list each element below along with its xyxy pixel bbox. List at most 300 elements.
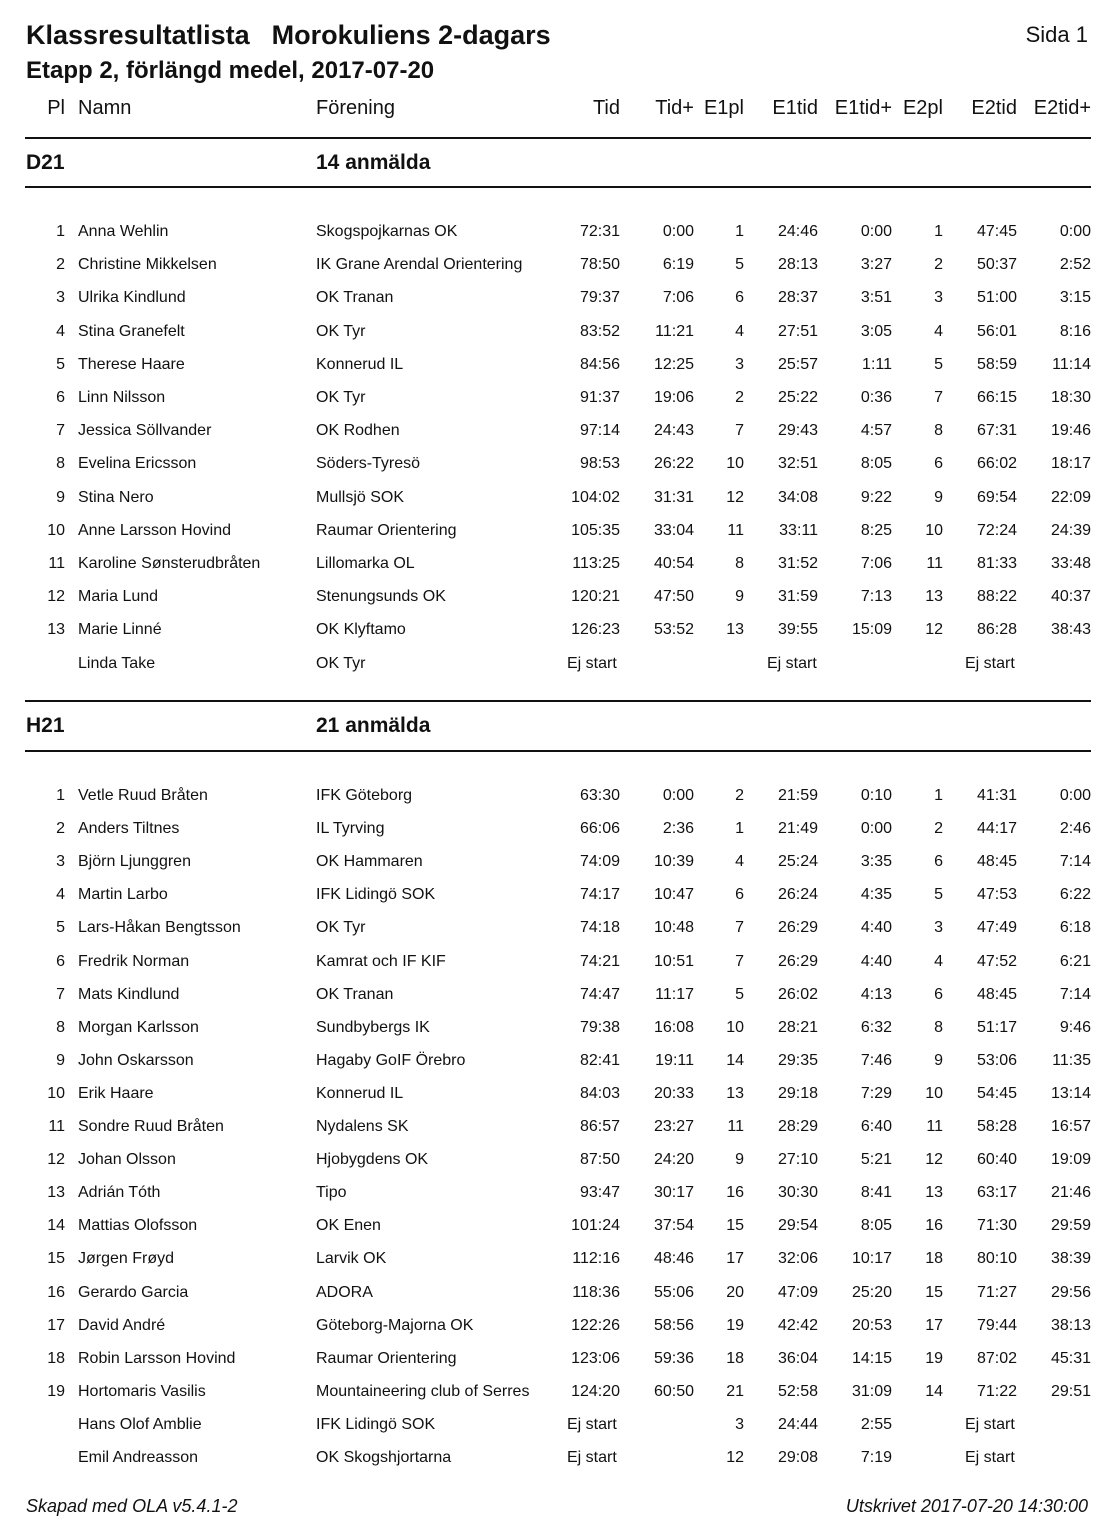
cell-e1tid-plus: 4:40 (860, 919, 892, 937)
cell-e2tid: 69:54 (976, 488, 1017, 506)
col-forening: Förening (316, 97, 395, 119)
cell-place: 9 (56, 488, 65, 506)
cell-e2tid-plus: 19:09 (1050, 1151, 1091, 1169)
cell-e1tid: 27:10 (777, 1151, 818, 1169)
cell-name: Hortomaris Vasilis (78, 1382, 206, 1400)
cell-place: 14 (47, 1217, 65, 1235)
cell-tid-plus: 26:22 (653, 455, 694, 473)
cell-tid-plus: 19:11 (655, 1051, 694, 1069)
cell-tid-plus: 10:51 (653, 952, 694, 970)
cell-e1tid-plus: 3:51 (860, 289, 892, 307)
col-e1pl: E1pl (703, 97, 744, 119)
cell-e1tid: 21:49 (777, 820, 818, 838)
cell-place: 3 (56, 289, 65, 307)
cell-e1tid: 21:59 (777, 787, 818, 804)
cell-e2pl: 6 (934, 985, 943, 1003)
table-row (0, 516, 1120, 546)
cell-tid: 74:21 (579, 952, 620, 970)
cell-tid-plus: 6:19 (662, 256, 694, 274)
cell-e1pl: 15 (726, 1217, 744, 1235)
cell-club: Larvik OK (316, 1250, 387, 1268)
cell-e1pl: 2 (735, 787, 744, 804)
cell-name: David André (78, 1316, 166, 1334)
cell-e1tid: 42:42 (777, 1316, 818, 1334)
cell-e2tid-plus: 13:14 (1050, 1084, 1091, 1102)
cell-e1pl: 3 (735, 355, 744, 373)
cell-e1tid: 30:30 (777, 1184, 818, 1202)
cell-place: 18 (47, 1349, 65, 1367)
cell-e1tid-plus: 0:00 (860, 223, 892, 240)
cell-e2tid: 67:31 (976, 422, 1017, 440)
cell-e2tid: 66:02 (976, 455, 1017, 473)
cell-tid: 126:23 (571, 621, 620, 639)
cell-club: IL Tyrving (316, 820, 385, 838)
cell-e2tid: 50:37 (976, 256, 1017, 274)
cell-e2pl: 3 (934, 289, 943, 307)
cell-name: Robin Larsson Hovind (78, 1349, 236, 1367)
cell-tid-plus: 60:50 (653, 1382, 694, 1400)
cell-e1tid-plus: 8:05 (860, 455, 892, 473)
table-row (0, 549, 1120, 579)
cell-place: 7 (56, 985, 65, 1003)
cell-tid-plus: 19:06 (653, 389, 694, 406)
cell-e1tid-plus: 5:21 (860, 1151, 892, 1169)
cell-e2tid: 71:22 (976, 1382, 1017, 1400)
cell-e2pl: 19 (925, 1349, 943, 1367)
cell-e1pl: 1 (735, 223, 744, 240)
cell-name: Stina Nero (78, 488, 154, 506)
cell-e2tid-plus: 2:52 (1059, 256, 1091, 274)
cell-e1pl: 10 (726, 455, 744, 473)
cell-e2tid: 58:28 (976, 1118, 1017, 1135)
cell-e1tid: 34:08 (777, 488, 818, 506)
cell-e2pl: 1 (934, 787, 943, 804)
cell-e1tid-plus: 0:10 (860, 787, 892, 804)
cell-club: OK Hammaren (316, 853, 423, 871)
table-row (0, 283, 1120, 313)
class-registered: 14 anmälda (316, 151, 431, 174)
cell-name: Johan Olsson (78, 1151, 176, 1169)
cell-e2tid: 63:17 (976, 1184, 1017, 1202)
table-row (0, 1112, 1120, 1142)
cell-e2tid: 58:59 (976, 355, 1017, 373)
cell-club: Lillomarka OL (316, 555, 415, 572)
cell-tid: 87:50 (579, 1151, 620, 1169)
cell-club: Nydalens SK (316, 1118, 409, 1135)
cell-e1pl: 11 (727, 1118, 744, 1135)
cell-e1tid: 31:52 (777, 555, 818, 572)
cell-name: Evelina Ericsson (78, 455, 197, 473)
cell-e1tid: 52:58 (777, 1382, 818, 1400)
cell-e1pl: 14 (726, 1051, 744, 1069)
cell-tid-plus: 10:48 (653, 919, 694, 937)
col-e2tid-plus: E2tid+ (1033, 97, 1091, 119)
cell-tid: 72:31 (579, 223, 620, 240)
cell-e2tid-plus: 18:30 (1050, 389, 1091, 406)
cell-club: OK Enen (316, 1217, 381, 1235)
cell-club: IFK Lidingö SOK (316, 1415, 436, 1433)
cell-e2tid: 47:53 (976, 886, 1017, 904)
cell-e1pl: 5 (735, 256, 744, 274)
cell-e2tid-plus: 6:18 (1059, 919, 1091, 937)
cell-name: Morgan Karlsson (78, 1018, 199, 1036)
cell-e1tid: 31:59 (777, 588, 818, 606)
cell-place: 19 (47, 1382, 65, 1400)
cell-name: Emil Andreasson (78, 1449, 199, 1466)
cell-tid-plus: 37:54 (653, 1217, 694, 1235)
cell-tid: 113:25 (572, 555, 620, 572)
cell-e1tid: 27:51 (777, 322, 818, 340)
cell-name: Therese Haare (78, 355, 185, 373)
cell-e2pl: 2 (934, 820, 943, 838)
cell-tid-plus: 30:17 (653, 1184, 694, 1202)
cell-name: Erik Haare (78, 1084, 154, 1102)
cell-name: Sondre Ruud Bråten (78, 1118, 224, 1135)
table-row (0, 1410, 1120, 1440)
cell-e1pl: 9 (735, 588, 744, 606)
cell-tid-plus: 33:04 (653, 521, 694, 539)
cell-e1pl: 7 (735, 952, 744, 970)
cell-tid-plus: 16:08 (653, 1018, 694, 1036)
cell-club: Mountaineering club of Serres (316, 1382, 530, 1400)
cell-name: Björn Ljunggren (78, 853, 191, 871)
cell-e2tid-plus: 16:57 (1050, 1118, 1091, 1135)
cell-club: Sundbybergs IK (316, 1018, 430, 1036)
table-row (0, 781, 1120, 811)
table-row (0, 582, 1120, 612)
col-tid: Tid (592, 97, 620, 119)
cell-e2pl: 8 (934, 422, 943, 440)
cell-tid: 74:09 (579, 853, 620, 871)
cell-place: 15 (47, 1250, 65, 1268)
cell-e1pl: 16 (726, 1184, 744, 1202)
cell-tid: 74:18 (579, 919, 620, 937)
cell-tid-plus: 2:36 (662, 820, 694, 838)
cell-club: OK Tyr (316, 654, 366, 672)
cell-e1tid-plus: 7:19 (860, 1449, 892, 1466)
table-row (0, 1443, 1120, 1473)
cell-place: 5 (56, 355, 65, 373)
cell-e1pl: 11 (727, 521, 744, 539)
cell-e1pl: 20 (726, 1283, 744, 1301)
cell-e1tid: 32:51 (777, 455, 818, 473)
cell-e2pl: 16 (925, 1217, 943, 1235)
cell-e1pl: 10 (726, 1018, 744, 1036)
cell-e2tid-plus: 38:13 (1050, 1316, 1091, 1334)
cell-tid-plus: 53:52 (653, 621, 694, 639)
cell-e2pl: 1 (934, 223, 943, 240)
cell-e2pl: 18 (925, 1250, 943, 1268)
cell-e2tid: Ej start (965, 1415, 1015, 1433)
cell-tid: 78:50 (579, 256, 620, 274)
cell-club: IFK Göteborg (316, 787, 413, 804)
cell-e2tid-plus: 11:35 (1052, 1051, 1091, 1069)
cell-e2tid: 48:45 (976, 853, 1017, 871)
cell-place: 12 (47, 1151, 65, 1169)
cell-tid-plus: 47:50 (653, 588, 694, 606)
cell-e1pl: 8 (735, 555, 744, 572)
title-text: Klassresultatlista (26, 20, 250, 50)
cell-e2tid-plus: 29:59 (1050, 1217, 1091, 1235)
cell-tid: 98:53 (579, 455, 620, 473)
cell-e1tid: 26:02 (777, 985, 818, 1003)
table-row (0, 383, 1120, 413)
cell-tid-plus: 12:25 (653, 355, 694, 373)
cell-e1pl: 13 (726, 621, 744, 639)
cell-e2tid: 47:52 (976, 952, 1017, 970)
cell-tid: 79:37 (579, 289, 620, 307)
table-row (0, 1278, 1120, 1308)
table-row (0, 615, 1120, 645)
cell-e1pl: 13 (726, 1084, 744, 1102)
cell-e1tid-plus: 2:55 (860, 1415, 892, 1433)
cell-e2tid-plus: 3:15 (1059, 289, 1091, 307)
cell-tid-plus: 24:43 (653, 422, 694, 440)
cell-club: Konnerud IL (316, 355, 404, 373)
cell-e2tid: 81:33 (976, 555, 1017, 572)
cell-e2tid-plus: 2:46 (1059, 820, 1091, 838)
cell-e2tid: 87:02 (976, 1349, 1017, 1367)
cell-tid: 93:47 (579, 1184, 620, 1202)
cell-e1tid: 28:29 (777, 1118, 818, 1135)
cell-e2tid-plus: 21:46 (1050, 1184, 1091, 1202)
cell-tid: 74:17 (579, 886, 620, 904)
table-row (0, 980, 1120, 1010)
cell-e2tid-plus: 6:22 (1059, 886, 1091, 904)
cell-e2tid: 71:27 (976, 1283, 1017, 1301)
cell-e1tid-plus: 6:40 (860, 1118, 892, 1135)
cell-name: Vetle Ruud Bråten (78, 787, 208, 804)
cell-tid-plus: 11:21 (655, 322, 694, 340)
cell-e1pl: 6 (735, 886, 744, 904)
cell-e1tid-plus: 8:41 (860, 1184, 892, 1202)
cell-e2pl: 9 (934, 488, 943, 506)
cell-tid: 112:16 (572, 1250, 620, 1268)
cell-tid: 120:21 (571, 588, 620, 606)
cell-name: Maria Lund (78, 588, 159, 606)
cell-e2pl: 15 (925, 1283, 943, 1301)
cell-name: Anne Larsson Hovind (78, 521, 231, 539)
cell-place: 2 (56, 256, 65, 274)
col-e2tid: E2tid (971, 97, 1017, 119)
cell-e2tid: 79:44 (976, 1316, 1017, 1334)
cell-e1tid: 25:24 (777, 853, 818, 871)
cell-e1tid: 29:18 (777, 1084, 818, 1102)
cell-place: 6 (56, 389, 65, 406)
cell-club: ADORA (316, 1283, 373, 1301)
cell-place: 10 (47, 1084, 65, 1102)
cell-club: OK Tranan (316, 985, 394, 1003)
cell-e1tid: 39:55 (777, 621, 818, 639)
cell-e2pl: 6 (934, 455, 943, 473)
cell-e2tid-plus: 38:43 (1050, 621, 1091, 639)
cell-tid-plus: 55:06 (653, 1283, 694, 1301)
cell-e1tid-plus: 0:36 (860, 389, 892, 406)
cell-tid-plus: 23:27 (653, 1118, 694, 1135)
cell-tid: 84:03 (579, 1084, 620, 1102)
cell-tid-plus: 31:31 (653, 488, 694, 506)
cell-e2tid-plus: 8:16 (1059, 322, 1091, 340)
cell-club: Konnerud IL (316, 1084, 404, 1102)
cell-place: 6 (56, 952, 65, 970)
cell-e1tid: 24:44 (777, 1415, 818, 1433)
cell-tid: 84:56 (579, 355, 620, 373)
cell-tid: 66:06 (579, 820, 620, 838)
cell-club: OK Tyr (316, 389, 366, 406)
cell-e2tid: 51:17 (976, 1018, 1017, 1036)
cell-e2tid: 80:10 (976, 1250, 1017, 1268)
cell-e2tid-plus: 18:17 (1050, 455, 1091, 473)
cell-e2tid-plus: 0:00 (1059, 223, 1091, 240)
table-row (0, 913, 1120, 943)
cell-e1tid-plus: 4:40 (860, 952, 892, 970)
cell-e2tid: 66:15 (976, 389, 1017, 406)
table-row (0, 317, 1120, 347)
cell-tid-plus: 40:54 (653, 555, 694, 572)
cell-e1pl: 12 (726, 1449, 744, 1466)
cell-club: OK Skogshjortarna (316, 1449, 452, 1466)
table-row (0, 814, 1120, 844)
cell-e1tid: 33:11 (779, 521, 818, 539)
class-divider (25, 700, 1091, 702)
cell-e2pl: 17 (925, 1316, 943, 1334)
table-row (0, 880, 1120, 910)
cell-e1pl: 6 (735, 289, 744, 307)
cell-name: Ulrika Kindlund (78, 289, 186, 307)
cell-e1tid-plus: 10:17 (851, 1250, 892, 1268)
cell-e2tid-plus: 29:56 (1050, 1283, 1091, 1301)
cell-club: Skogspojkarnas OK (316, 223, 458, 240)
cell-e1tid-plus: 31:09 (851, 1382, 892, 1400)
cell-place: 11 (48, 1118, 65, 1135)
cell-club: Kamrat och IF KIF (316, 952, 446, 970)
printed-at: Utskrivet 2017-07-20 14:30:00 (845, 1496, 1088, 1516)
cell-e2tid-plus: 24:39 (1050, 521, 1091, 539)
cell-e1tid-plus: 7:13 (860, 588, 892, 606)
cell-name: Marie Linné (78, 621, 162, 639)
cell-place: 9 (56, 1051, 65, 1069)
cell-e1pl: 9 (735, 1151, 744, 1169)
cell-name: Karoline Sønsterudbråten (78, 555, 261, 572)
cell-e2pl: 5 (934, 355, 943, 373)
table-row (0, 1079, 1120, 1109)
cell-e2pl: 9 (934, 1051, 943, 1069)
cell-e1pl: 21 (726, 1382, 744, 1400)
cell-e2tid-plus: 19:46 (1050, 422, 1091, 440)
cell-e2tid: 86:28 (976, 621, 1017, 639)
cell-tid: 82:41 (579, 1051, 620, 1069)
cell-e1pl: 7 (735, 919, 744, 937)
cell-e1pl: 1 (735, 820, 744, 838)
cell-name: Stina Granefelt (78, 322, 185, 340)
table-row (0, 1178, 1120, 1208)
cell-e1tid: 25:22 (777, 389, 818, 406)
class-divider (25, 186, 1091, 188)
col-e2pl: E2pl (902, 97, 943, 119)
cell-name: Linn Nilsson (78, 389, 166, 406)
cell-e1tid: 29:43 (777, 422, 818, 440)
cell-tid-plus: 10:47 (653, 886, 694, 904)
cell-tid-plus: 10:39 (653, 853, 694, 871)
cell-name: Fredrik Norman (78, 952, 190, 970)
table-row (0, 1344, 1120, 1374)
cell-e1tid-plus: 6:32 (860, 1018, 892, 1036)
cell-name: Gerardo Garcia (78, 1283, 189, 1301)
cell-e2tid-plus: 33:48 (1050, 555, 1091, 572)
cell-club: Mullsjö SOK (316, 488, 405, 506)
cell-name: John Oskarsson (78, 1051, 194, 1069)
cell-tid: 86:57 (579, 1118, 620, 1135)
cell-e2tid-plus: 29:51 (1050, 1382, 1091, 1400)
cell-tid: 83:52 (579, 322, 620, 340)
cell-tid: 101:24 (571, 1217, 620, 1235)
cell-e1pl: 4 (735, 853, 744, 871)
cell-club: Stenungsunds OK (316, 588, 446, 606)
cell-e1pl: 3 (735, 1415, 744, 1433)
cell-club: IK Grane Arendal Orientering (316, 256, 523, 274)
cell-tid-plus: 24:20 (653, 1151, 694, 1169)
cell-e1pl: 19 (726, 1316, 744, 1334)
table-row (0, 250, 1120, 280)
cell-e1tid: 36:04 (777, 1349, 818, 1367)
cell-e2tid-plus: 7:14 (1059, 985, 1091, 1003)
cell-e1tid: 26:29 (777, 919, 818, 937)
cell-e2tid: 44:17 (976, 820, 1017, 838)
table-row (0, 1145, 1120, 1175)
cell-e2tid-plus: 38:39 (1050, 1250, 1091, 1268)
cell-e1tid: 32:06 (777, 1250, 818, 1268)
cell-e2tid: 88:22 (976, 588, 1017, 606)
cell-place: 3 (56, 853, 65, 871)
cell-e2pl: 13 (925, 1184, 943, 1202)
cell-club: OK Rodhen (316, 422, 400, 440)
cell-e1tid: 25:57 (777, 355, 818, 373)
cell-e2tid-plus: 7:14 (1059, 853, 1091, 871)
cell-tid-plus: 58:56 (653, 1316, 694, 1334)
cell-e1tid: 29:54 (777, 1217, 818, 1235)
cell-e2tid: 41:31 (976, 787, 1017, 804)
class-divider (25, 750, 1091, 752)
cell-club: OK Klyftamo (316, 621, 406, 639)
cell-e1tid-plus: 7:29 (860, 1084, 892, 1102)
cell-e1tid-plus: 8:25 (860, 521, 892, 539)
cell-place: 7 (56, 422, 65, 440)
cell-place: 5 (56, 919, 65, 937)
cell-e2tid-plus: 45:31 (1050, 1349, 1091, 1367)
cell-e1pl: 5 (735, 985, 744, 1003)
cell-club: OK Tyr (316, 919, 366, 937)
cell-e2tid: 48:45 (976, 985, 1017, 1003)
cell-tid: 79:38 (579, 1018, 620, 1036)
cell-tid: 124:20 (571, 1382, 620, 1400)
cell-place: 8 (56, 1018, 65, 1036)
table-row (0, 350, 1120, 380)
cell-place: 8 (56, 455, 65, 473)
cell-e2tid-plus: 22:09 (1050, 488, 1091, 506)
table-row (0, 416, 1120, 446)
cell-e1tid: 29:08 (777, 1449, 818, 1466)
table-row (0, 1211, 1120, 1241)
table-row (0, 947, 1120, 977)
class-name: D21 (26, 151, 65, 174)
col-tid-plus: Tid+ (655, 97, 694, 119)
cell-e2tid: 71:30 (976, 1217, 1017, 1235)
cell-e1tid-plus: 8:05 (860, 1217, 892, 1235)
cell-e1tid-plus: 4:13 (860, 985, 892, 1003)
cell-e1tid-plus: 14:15 (851, 1349, 892, 1367)
cell-club: IFK Lidingö SOK (316, 886, 436, 904)
cell-club: Hagaby GoIF Örebro (316, 1051, 466, 1069)
